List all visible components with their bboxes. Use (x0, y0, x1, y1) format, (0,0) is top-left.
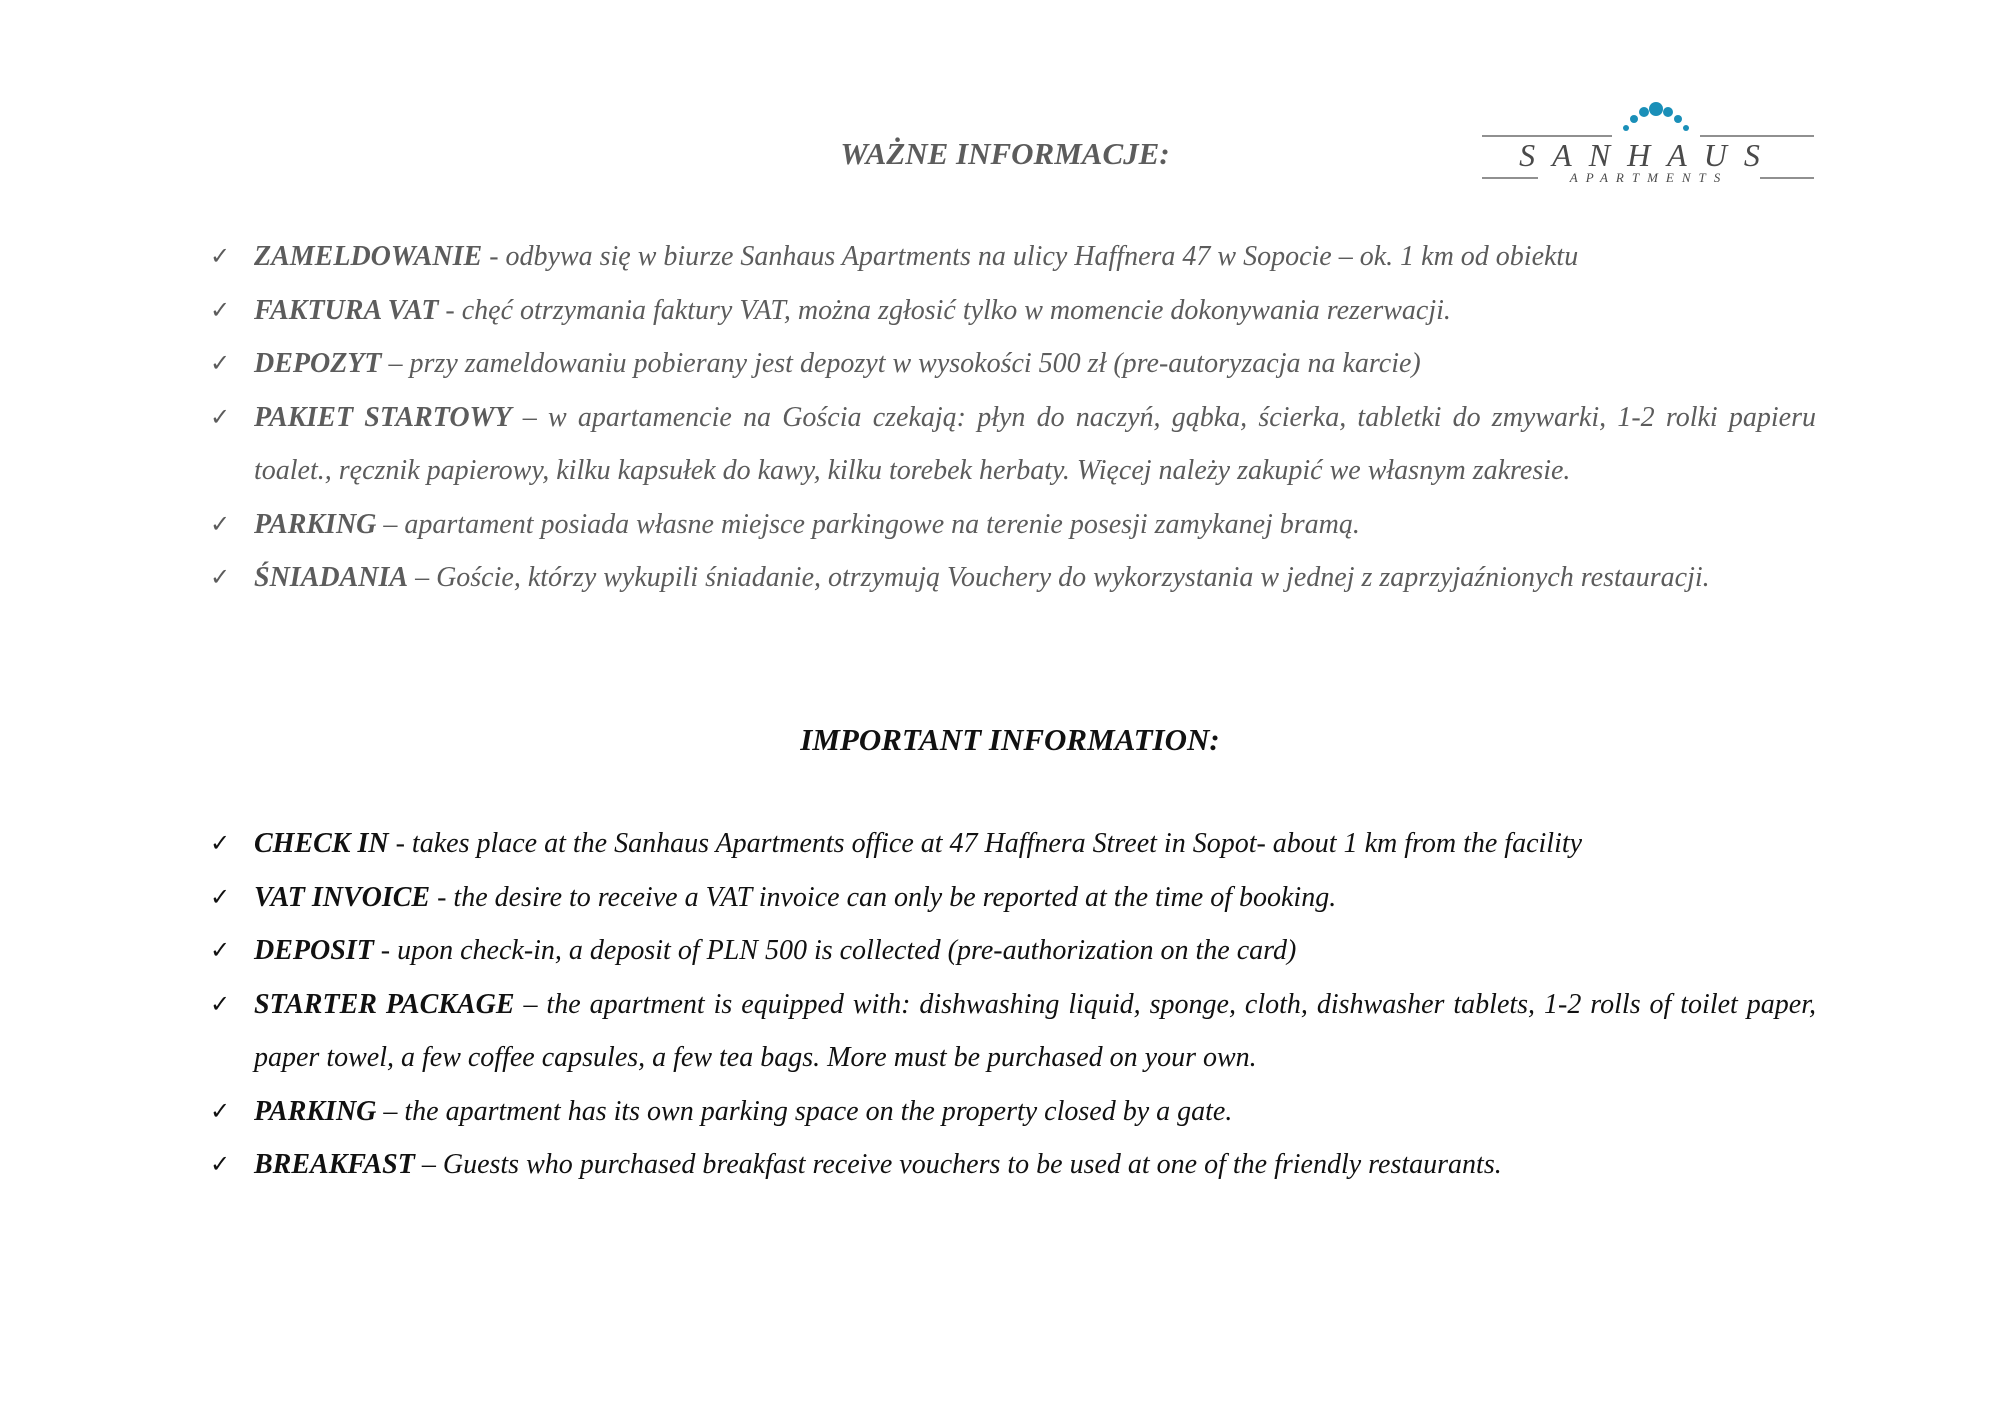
item-text: – the apartment has its own parking space on the property closed by a gate. (376, 1095, 1233, 1127)
item-text: - odbywa się w biurze Sanhaus Apartments na ulicy Haffnera 47 w Sopocie – ok. 1 km od obiektu (482, 241, 1579, 272)
list-item-check-in (210, 817, 1816, 871)
list-item-pakiet-startowy (210, 391, 1816, 498)
item-text: – przy zameldowaniu pobierany jest depozyt w wysokości 500 zł (pre-autoryzacja na karcie) (381, 348, 1421, 379)
item-text: - the desire to receive a VAT invoice can only be reported at the time of booking. (430, 881, 1337, 913)
item-term: PARKING (254, 1095, 377, 1127)
item-text: – Goście, którzy wykupili śniadanie, otrzymują Vouchery do wykorzystania w jednej z zaprzyjaźnionych restauracji. (408, 562, 1710, 593)
item-text: - takes place at the Sanhaus Apartments office at 47 Haffnera Street in Sopot- about 1 km from the facility (388, 828, 1583, 859)
checkmark-icon: ✓ (210, 563, 231, 591)
checkmark-icon: ✓ (210, 509, 231, 538)
list-item-parking (210, 498, 1816, 552)
checkmark-icon: ✓ (210, 882, 231, 911)
checkmark-icon: ✓ (210, 242, 231, 270)
item-term: FAKTURA VAT (254, 294, 439, 326)
list-item-breakfast (210, 1138, 1816, 1192)
list-item-vat-invoice (210, 871, 1816, 925)
checkmark-icon: ✓ (210, 989, 231, 1018)
item-text: - chęć otrzymania faktury VAT, można zgłosić tylko w momencie dokonywania rezerwacji. (438, 294, 1451, 326)
item-term: PAKIET STARTOWY (254, 401, 512, 433)
list-item-zameldowanie (210, 230, 1816, 284)
checkmark-icon: ✓ (210, 295, 231, 324)
item-text: - upon check-in, a deposit of PLN 500 is collected (pre-authorization on the card) (373, 935, 1297, 966)
logo-subtitle: APARTMENTS (1569, 170, 1729, 185)
checkmark-icon: ✓ (210, 829, 231, 857)
english-info-list (210, 817, 1816, 1192)
item-term: CHECK IN (254, 828, 389, 859)
item-term: STARTER PACKAGE (254, 988, 515, 1020)
item-text: – Guests who purchased breakfast receive vouchers to be used at one of the friendly restaurants. (414, 1149, 1502, 1180)
item-term: DEPOSIT (254, 935, 374, 966)
polish-heading: WAŻNE INFORMACJE: (840, 136, 1170, 171)
list-item-faktura-vat (210, 284, 1816, 338)
checkmark-icon: ✓ (210, 349, 231, 377)
item-term: ŚNIADANIA (254, 562, 409, 593)
polish-info-list (210, 230, 1816, 605)
item-text: – w apartamencie na Gościa czekają: płyn do naczyń, gąbka, ścierka, tabletki do zmywarki, 1-2 rolki papieru toalet., ręcznik papierowy, kilku kapsułek do kawy, kilku torebek herbaty. Więcej należy zakupić we własnym zakresie. (254, 401, 1816, 486)
checkmark-icon: ✓ (210, 402, 231, 431)
checkmark-icon: ✓ (210, 936, 231, 964)
item-term: BREAKFAST (254, 1149, 415, 1180)
item-term: VAT INVOICE (254, 881, 431, 913)
list-item-starter-package (210, 978, 1816, 1085)
list-item-deposit (210, 924, 1816, 978)
list-item-depozyt (210, 337, 1816, 391)
item-term: ZAMELDOWANIE (254, 241, 483, 272)
item-text: – apartament posiada własne miejsce parkingowe na terenie posesji zamykanej bramą. (376, 508, 1360, 540)
checkmark-icon: ✓ (210, 1096, 231, 1125)
list-item-parking-en (210, 1085, 1816, 1139)
logo-dots-icon (1623, 102, 1689, 131)
logo-name: SANHAUS (1519, 137, 1777, 173)
list-item-sniadania (210, 551, 1816, 605)
item-text: – the apartment is equipped with: dishwashing liquid, sponge, cloth, dishwasher tablets, 1-2 rolls of toilet paper, paper towel, a few coffee capsules, a few tea bags. More must be purchased on your own. (254, 988, 1816, 1073)
item-term: PARKING (254, 508, 377, 540)
item-term: DEPOZYT (254, 348, 382, 379)
english-heading: IMPORTANT INFORMATION: (800, 722, 1220, 757)
checkmark-icon: ✓ (210, 1150, 231, 1178)
